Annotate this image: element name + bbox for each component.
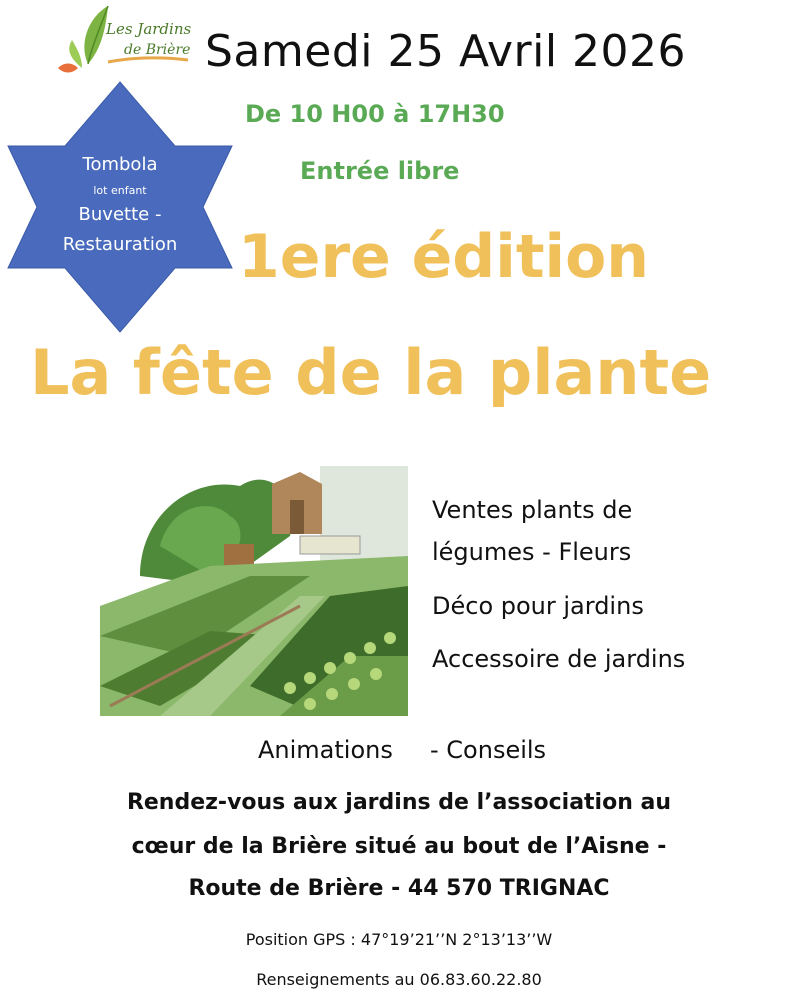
star-lot-enfant: lot enfant: [93, 184, 147, 197]
feature-legumes-fleurs: légumes - Fleurs: [432, 538, 632, 566]
rendezvous-line-3: Route de Brière - 44 570 TRIGNAC: [188, 876, 610, 901]
star-tombola: Tombola: [82, 154, 158, 175]
star-buvette: Buvette -: [78, 204, 162, 225]
contact-phone: Renseignements au 06.83.60.22.80: [256, 970, 542, 989]
event-date-title: Samedi 25 Avril 2026: [205, 26, 687, 77]
garden-illustration: [100, 456, 408, 716]
leaf-logo-icon: [48, 2, 198, 78]
edition-title: 1ere édition: [238, 222, 650, 292]
rendezvous-line-1: Rendez-vous aux jardins de l’association au: [126, 790, 672, 815]
feature-ventes-plants: Ventes plants de: [432, 496, 633, 524]
activity-animations: Animations: [258, 736, 393, 764]
event-main-title: La fête de la plante: [30, 336, 712, 409]
activity-conseils: - Conseils: [430, 736, 547, 764]
feature-accessoires: Accessoire de jardins: [432, 645, 686, 673]
logo-text-line2: de Brière: [124, 42, 191, 58]
star-restauration: Restauration: [62, 234, 178, 255]
entry-info: Entrée libre: [300, 157, 460, 185]
gps-position: Position GPS : 47°19’21’’N 2°13’13’’W: [245, 930, 553, 949]
rendezvous-line-2: cœur de la Brière situé au bout de l’Aisne -: [131, 834, 667, 859]
logo-text-line1: Les Jardins: [106, 20, 192, 38]
association-logo: [48, 2, 198, 78]
event-hours: De 10 H00 à 17H30: [245, 100, 505, 128]
feature-deco: Déco pour jardins: [432, 592, 644, 620]
